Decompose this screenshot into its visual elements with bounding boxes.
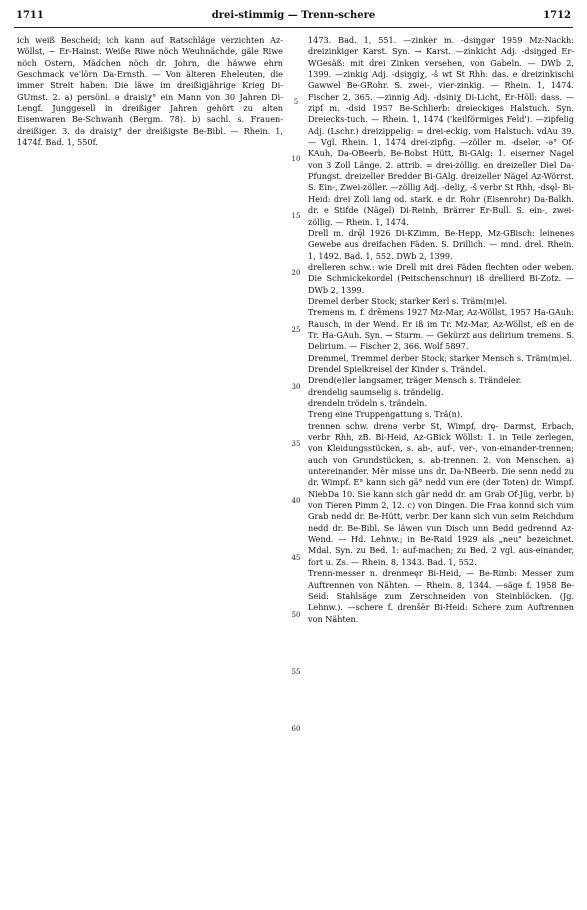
entry-paragraph: drendeln trödeln s. trändeln.	[308, 398, 427, 408]
line-number: 10	[291, 155, 301, 163]
running-header	[14, 10, 573, 24]
entry-paragraph: drendelig saumselig s. trändelig.	[308, 386, 444, 397]
line-number: 20	[291, 269, 301, 277]
entry-paragraph: ich weiß Bescheid; ich kann auf Ratschläge verzichten Az-Wöllst, ~ Er-Hainst. Weiße Riwe nöch Weuhnächde, gäle Riwe nöch Ostern, Mädchen nöch dr. Johrn, die häwwe ehrn Geschmack ve'lörn Da-Ernsth. — Von älteren Eheleuten, die immer Streit haben: Die läwe im dreißigjährige Krieg Di-GUmst. 2. a) persönl. ə draisiχ° ein Mann von 30 Jahren Di-Lengf. Junggesell in dreißiger Jahren gehört zu alten Eisenwaren Be-Schwanh (Bergm. 78). b) sachl. s. Frauen-dreißiger. 3. də draisiχ° der dreißigste Be-Bibl. — Rhein. 1, 1474f. Bad. 1, 550f.	[17, 35, 283, 148]
entry-paragraph: Tremens m. f. drēmens 1927 Mz-Mar, Az-Wöllst, 1957 Ha-GAuh: Rausch, in der Wend. Er iß im Tr. Mz-Mar, Az-Wöllst, eß en de Tr. Ha-GAuh. Syn. → Sturm. — Gekürzt aus delirium tremens. S. Delirium. — Fischer 2, 366. Wolf 5897.	[308, 307, 574, 352]
entry-paragraph: trennen schw. drenə verbr St, Wimpf, drę- Darmst, Erbach, verbr Rhh, zB. Bi-Heid, Az-GBick Wöllst: 1. in Teile zerlegen, von Kleidungsstücken, s. ab-, auf-, ver-, von-einander-trennen; auch von Grundstücken, s. ab-trennen. 2. von Menschen. a) untereinander. Mēr misse uns dr. Da-NBeerb. Die senn nedd zu dr. Wimpf. E° kann sich gā° nedd vun ere (der Toten) dr. Wimpf. NiebDa 10. Sie kann sich gār nedd dr. am Grab Of-Jüg, verbr. b) von Tieren Pimm 2, 12. c) von Dingen. Die Fraa konnd sich vum Grab nedd dr. Be-Hütt, verbr. Der kann sich vun seim Reichdum nedd dr. Be-Bibl. Se läwen vun Disch unn Bedd gedrennd Az-Wend. — Hd. Lehnw.; in Be-Raid 1929 als „neu" bezeichnet. Mdal. Syn. zu Bed. 1: auf-machen; zu Bed. 2 vgl. aus-einander, fort u. Zs. — Rhein. 8, 1343. Bad. 1, 552.	[308, 420, 574, 567]
entry-paragraph: drelleren schw.: wie Drell mit drei Fäden flechten oder weben. Die Schmickekordel (Peitschenschnur) iß drellierd Bi-Zotz. — DWb 2, 1399.	[308, 261, 574, 295]
running-title: drei-stimmig — Trenn-schere	[211, 10, 376, 21]
line-number: 15	[291, 212, 301, 220]
line-number: 60	[291, 725, 301, 733]
entry-paragraph: 1473. Bad. 1, 551. —zinker m. -dsiŋgər 1959 Mz-Nackh: dreizinkiger Karst. Syn. → Karst. —zinkicht Adj. -dsiŋged Er-WGesäß: mit drei Zinken versehen, von Gabeln. — DWb 2, 1399. —zinkig Adj. -dsiŋgiχ, -š wt St Rhh: das. e dreizinkischi Gawwel Be-GRohr. S. zwei-, vier-zinkig. — Rhein. 1, 1474. Fischer 2, 365. —zinnig Adj. -dsiniχ Di-Licht, Er-Höll: dass. —zipf m. -dsid 1957 Be-Schlierb: dreieckiges Halstuch. Syn. Dreiecks-tuch. — Rhein. 1, 1474 ('keilförmiges Feld'). —zipfelig Adj. (Lschr.) dreizippelig: = drei-eckig, vom Halstuch. vdAu 39. — Vgl. Rhein. 1, 1474 drei-zipfig. —zöller m. -dselər, -ə° Of-KAuh, Da-OBeerb, Be-Bobst Hütt, Bi-GAlg: 1. eiserner Nagel von 3 Zoll Länge. 2. attrib. = drei-zöllig. en dreizeller Diel Da-Pfungst. dreizeller Bredder Bi-GAlg. dreizeller Nägel Az-Wörrst. S. Ein-, Zwei-zöller. —zöllig Adj. -deliχ, -š verbr St Rhh, -dsęl- Bi-Heid: drei Zoll lang od. stark. e dr. Rohr (Eisenrohr) Da-Balkh. dr. e Stifde (Nägel) Di-Reinh, Brärrer Er-Bull. S. ein-, zwei-zöllig. — Rhein. 1, 1474.	[308, 35, 574, 227]
page-number-right: 1712	[543, 10, 571, 21]
line-number: 35	[291, 440, 301, 448]
line-number: 50	[291, 611, 301, 619]
line-number: 30	[291, 383, 301, 391]
entry-paragraph: Treng eine Truppengattung s. Trä(n).	[308, 409, 463, 420]
entry-paragraph: Dremel derber Stock; starker Kerl s. Träm(m)el.	[308, 295, 508, 306]
line-number-gutter	[285, 35, 307, 897]
line-number: 40	[291, 497, 301, 505]
page-number-left: 1711	[16, 10, 44, 21]
entry-paragraph: Dremmel, Tremmel derber Stock; starker Mensch s. Träm(m)el.	[308, 352, 573, 363]
entry-paragraph: Drend(e)ler langsamer, träger Mensch s. Trändeler.	[308, 375, 522, 386]
left-column	[17, 35, 283, 897]
entry-paragraph: Drell m. drę̄l 1926 Di-KZimm, Be-Hepp, Mz-GBisch: leinenes Gewebe aus dreifachen Fäden. S. Drillich. — mnd. drel. Rhein. 1, 1492. Bad. 1, 552. DWb 2, 1399.	[308, 227, 574, 261]
line-number: 45	[291, 554, 301, 562]
line-number: 5	[293, 98, 299, 106]
entry-paragraph: Drendel Spielkreisel der Kinder s. Trändel.	[308, 363, 486, 374]
right-column	[308, 35, 574, 897]
line-number: 25	[291, 326, 301, 334]
line-number: 55	[291, 668, 301, 676]
entry-paragraph: Trenn-messer n. drenmeęr Bi-Heid, — Be-Rimb: Messer zum Auftrennen von Nähten. — Rhein. 8, 1344. —säge f. 1958 Be-Seid: Stahlsäge zum Zerschneiden von Steinblöcken. (Jg. Lehnw.). —schere f. drenšēr Bi-Heid: Schere zum Auftrennen von Nähten.	[308, 568, 574, 624]
header-rule	[14, 27, 573, 28]
